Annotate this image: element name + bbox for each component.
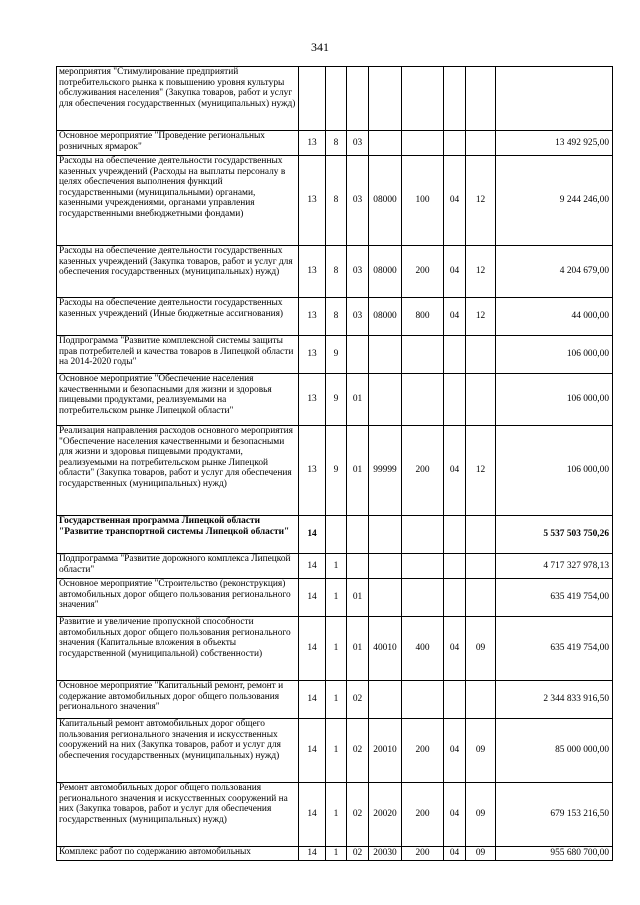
- expense-type-code: 400: [402, 617, 444, 681]
- section-code: [444, 374, 466, 426]
- subprogram-code: 1: [326, 847, 347, 861]
- row-description: Основное мероприятие "Обеспечение населения качественными и безопасными для жизни и здоровья пищевыми продуктами, реализуемыми на потребительском рынке Липецкой области": [57, 374, 299, 426]
- section-code: [444, 681, 466, 719]
- subprogram-code: 9: [326, 426, 347, 516]
- table-row: [57, 783, 613, 847]
- table-row: [57, 246, 613, 298]
- section-code: 04: [444, 156, 466, 246]
- activity-code: 01: [347, 617, 369, 681]
- direction-code: [369, 131, 402, 156]
- program-code: 13: [299, 426, 326, 516]
- row-amount: 106 000,00: [496, 336, 613, 374]
- subprogram-code: 8: [326, 298, 347, 336]
- row-description: Подпрограмма "Развитие дорожного комплекса Липецкой области": [57, 554, 299, 579]
- row-description: Развитие и увеличение пропускной способности автомобильных дорог общего пользования регионального значения (Капитальные вложения в объекты государственной (муниципальной) собственности): [57, 617, 299, 681]
- direction-code: [369, 579, 402, 617]
- program-code: 13: [299, 336, 326, 374]
- program-code: 14: [299, 579, 326, 617]
- row-amount: [496, 67, 613, 131]
- subprogram-code: [326, 516, 347, 554]
- row-description: Комплекс работ по содержанию автомобильных: [57, 847, 299, 861]
- row-amount: 635 419 754,00: [496, 579, 613, 617]
- program-code: 14: [299, 681, 326, 719]
- row-amount: 679 153 216,50: [496, 783, 613, 847]
- program-code: 14: [299, 847, 326, 861]
- row-amount: 44 000,00: [496, 298, 613, 336]
- direction-code: 08000: [369, 156, 402, 246]
- expense-type-code: [402, 681, 444, 719]
- budget-table: [56, 66, 613, 861]
- subsection-code: [466, 516, 496, 554]
- direction-code: [369, 681, 402, 719]
- row-description: Государственная программа Липецкой области "Развитие транспортной системы Липецкой области": [57, 516, 299, 554]
- table-row: [57, 579, 613, 617]
- table-row: [57, 426, 613, 516]
- section-code: 04: [444, 298, 466, 336]
- row-description: Расходы на обеспечение деятельности государственных казенных учреждений (Расходы на выплаты персоналу в целях обеспечения выполнения функций государственными (муниципальными) органами, казенными учреждениями, органами управления государственными внебюджетными фондами): [57, 156, 299, 246]
- direction-code: 20020: [369, 783, 402, 847]
- subprogram-code: 8: [326, 246, 347, 298]
- direction-code: 08000: [369, 298, 402, 336]
- row-description: Капитальный ремонт автомобильных дорог общего пользования регионального значения и искусственных сооружений на них (Закупка товаров, работ и услуг для обеспечения государственных (муниципальных) нужд): [57, 719, 299, 783]
- subsection-code: [466, 131, 496, 156]
- row-description: Расходы на обеспечение деятельности государственных казенных учреждений (Иные бюджетные ассигнования): [57, 298, 299, 336]
- expense-type-code: [402, 579, 444, 617]
- section-code: [444, 67, 466, 131]
- expense-type-code: [402, 336, 444, 374]
- section-code: [444, 516, 466, 554]
- subprogram-code: 1: [326, 719, 347, 783]
- row-amount: 2 344 833 916,50: [496, 681, 613, 719]
- program-code: 14: [299, 719, 326, 783]
- subsection-code: [466, 374, 496, 426]
- subsection-code: 09: [466, 847, 496, 861]
- subsection-code: [466, 67, 496, 131]
- table-row: [57, 131, 613, 156]
- expense-type-code: 100: [402, 156, 444, 246]
- expense-type-code: [402, 67, 444, 131]
- expense-type-code: [402, 516, 444, 554]
- activity-code: 02: [347, 719, 369, 783]
- activity-code: 01: [347, 579, 369, 617]
- table-row: [57, 554, 613, 579]
- table-row: [57, 681, 613, 719]
- section-code: 04: [444, 246, 466, 298]
- activity-code: 02: [347, 783, 369, 847]
- subprogram-code: 9: [326, 336, 347, 374]
- program-code: 14: [299, 783, 326, 847]
- program-code: [299, 67, 326, 131]
- section-code: [444, 554, 466, 579]
- subprogram-code: 1: [326, 681, 347, 719]
- table-row: [57, 156, 613, 246]
- row-description: Ремонт автомобильных дорог общего пользования регионального значения и искусственных сооружений на них (Закупка товаров, работ и услуг для обеспечения государственных (муниципальных) нужд): [57, 783, 299, 847]
- row-description: Подпрограмма "Развитие комплексной системы защиты прав потребителей и качества товаров в Липецкой области на 2014-2020 годы": [57, 336, 299, 374]
- subsection-code: 09: [466, 783, 496, 847]
- program-code: 13: [299, 131, 326, 156]
- activity-code: 01: [347, 374, 369, 426]
- row-amount: 106 000,00: [496, 374, 613, 426]
- section-code: 04: [444, 426, 466, 516]
- direction-code: 40010: [369, 617, 402, 681]
- direction-code: [369, 336, 402, 374]
- expense-type-code: 800: [402, 298, 444, 336]
- program-code: 14: [299, 516, 326, 554]
- subsection-code: [466, 579, 496, 617]
- table-row: [57, 67, 613, 131]
- direction-code: 99999: [369, 426, 402, 516]
- table-row: [57, 298, 613, 336]
- activity-code: 01: [347, 426, 369, 516]
- direction-code: [369, 67, 402, 131]
- program-code: 13: [299, 246, 326, 298]
- row-description: Основное мероприятие "Капитальный ремонт, ремонт и содержание автомобильных дорог общего пользования регионального значения": [57, 681, 299, 719]
- subprogram-code: 8: [326, 156, 347, 246]
- row-amount: 85 000 000,00: [496, 719, 613, 783]
- activity-code: 03: [347, 156, 369, 246]
- subsection-code: 12: [466, 156, 496, 246]
- direction-code: [369, 374, 402, 426]
- expense-type-code: 200: [402, 246, 444, 298]
- row-amount: 635 419 754,00: [496, 617, 613, 681]
- direction-code: 20030: [369, 847, 402, 861]
- expense-type-code: 200: [402, 719, 444, 783]
- row-description: Основное мероприятие "Проведение региональных розничных ярмарок": [57, 131, 299, 156]
- subprogram-code: 9: [326, 374, 347, 426]
- row-amount: 9 244 246,00: [496, 156, 613, 246]
- subsection-code: 12: [466, 426, 496, 516]
- row-description: Основное мероприятие "Строительство (реконструкция) автомобильных дорог общего пользования регионального значения": [57, 579, 299, 617]
- activity-code: [347, 516, 369, 554]
- program-code: 13: [299, 374, 326, 426]
- subprogram-code: 8: [326, 131, 347, 156]
- expense-type-code: [402, 131, 444, 156]
- table-row: [57, 336, 613, 374]
- row-description: мероприятия "Стимулирование предприятий потребительского рынка к повышению уровня культуры обслуживания населения" (Закупка товаров, работ и услуг для обеспечения государственных (муниципальных) нужд): [57, 67, 299, 131]
- row-amount: 4 717 327 978,13: [496, 554, 613, 579]
- activity-code: [347, 67, 369, 131]
- subprogram-code: 1: [326, 579, 347, 617]
- expense-type-code: 200: [402, 426, 444, 516]
- table-row: [57, 516, 613, 554]
- section-code: [444, 131, 466, 156]
- activity-code: [347, 554, 369, 579]
- subsection-code: 12: [466, 246, 496, 298]
- row-amount: 106 000,00: [496, 426, 613, 516]
- direction-code: 20010: [369, 719, 402, 783]
- direction-code: [369, 554, 402, 579]
- direction-code: 08000: [369, 246, 402, 298]
- table-row: [57, 617, 613, 681]
- row-description: Реализация направления расходов основного мероприятия "Обеспечение населения качественными и безопасными для жизни и здоровья пищевыми продуктами, реализуемыми на потребительском рынке Липецкой области" (Закупка товаров, работ и услуг для обеспечения государственных (муниципальных) нужд): [57, 426, 299, 516]
- expense-type-code: 200: [402, 847, 444, 861]
- expense-type-code: [402, 374, 444, 426]
- table-row: [57, 719, 613, 783]
- activity-code: 03: [347, 131, 369, 156]
- subsection-code: 09: [466, 719, 496, 783]
- subsection-code: [466, 554, 496, 579]
- activity-code: 02: [347, 681, 369, 719]
- table-body: [57, 67, 613, 861]
- section-code: 04: [444, 847, 466, 861]
- activity-code: 03: [347, 246, 369, 298]
- subprogram-code: 1: [326, 617, 347, 681]
- row-amount: 5 537 503 750,26: [496, 516, 613, 554]
- direction-code: [369, 516, 402, 554]
- subprogram-code: 1: [326, 783, 347, 847]
- program-code: 14: [299, 554, 326, 579]
- activity-code: 02: [347, 847, 369, 861]
- program-code: 13: [299, 298, 326, 336]
- subsection-code: [466, 336, 496, 374]
- program-code: 14: [299, 617, 326, 681]
- section-code: [444, 579, 466, 617]
- section-code: 04: [444, 719, 466, 783]
- row-amount: 955 680 700,00: [496, 847, 613, 861]
- table-row: [57, 847, 613, 861]
- subprogram-code: [326, 67, 347, 131]
- section-code: 04: [444, 617, 466, 681]
- subsection-code: 12: [466, 298, 496, 336]
- expense-type-code: [402, 554, 444, 579]
- expense-type-code: 200: [402, 783, 444, 847]
- activity-code: [347, 336, 369, 374]
- program-code: 13: [299, 156, 326, 246]
- subsection-code: [466, 681, 496, 719]
- section-code: [444, 336, 466, 374]
- activity-code: 03: [347, 298, 369, 336]
- subsection-code: 09: [466, 617, 496, 681]
- row-description: Расходы на обеспечение деятельности государственных казенных учреждений (Закупка товаров, работ и услуг для обеспечения государственных (муниципальных) нужд): [57, 246, 299, 298]
- row-amount: 13 492 925,00: [496, 131, 613, 156]
- table-row: [57, 374, 613, 426]
- row-amount: 4 204 679,00: [496, 246, 613, 298]
- page-number: 341: [311, 40, 329, 54]
- subprogram-code: 1: [326, 554, 347, 579]
- section-code: 04: [444, 783, 466, 847]
